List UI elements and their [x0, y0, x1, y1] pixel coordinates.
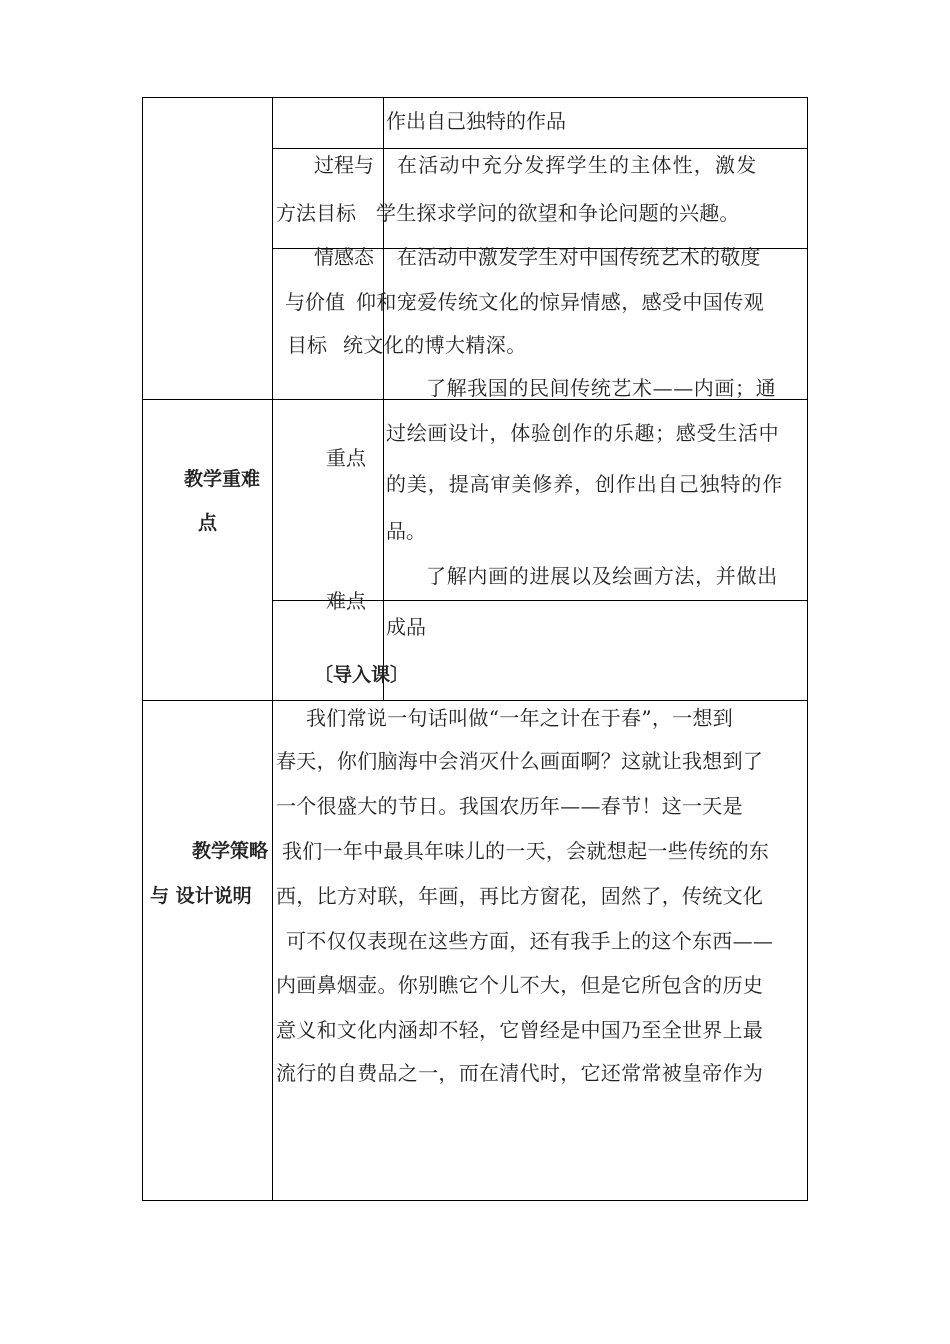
strategy-section-heading: 〔导入课〕 [314, 664, 410, 686]
focus-text-line4: 品。 [386, 519, 426, 543]
knowledge-text-tail: 作出自己独特的作品 [386, 109, 566, 133]
process-label-line1: 过程与 [314, 153, 374, 177]
strategy-body-line: 流行的自费品之一，而在清代时，它还常常被皇帝作为 [276, 1061, 764, 1085]
process-text-line1: 在活动中充分发挥学生的主体性，激发 [397, 153, 758, 177]
strategy-section-label-line2: 与 设计说明 [150, 885, 252, 907]
strategy-body-line: 我们常说一句话叫做“一年之计在于春”，一想到 [306, 706, 734, 730]
emotion-label-line1: 情感态 [314, 245, 374, 269]
row-divider-process [272, 148, 808, 149]
strategy-body-line: 可不仅仅表现在这些方面，还有我手上的这个东西—— [286, 929, 774, 953]
focus-text-line2: 过绘画设计，体验创作的乐趣；感受生活中 [386, 421, 780, 445]
table-right-border [807, 97, 808, 1201]
strategy-body-line: 春天，你们脑海中会消灭什么画面啊？这就让我想到了 [276, 749, 764, 773]
strategy-body-line: 西，比方对联，年画，再比方窗花，固然了，传统文化 [276, 884, 764, 908]
difficulty-text-line2: 成品 [386, 615, 426, 639]
strategy-body-line: 内画鼻烟壶。你别瞧它个儿不大，但是它所包含的历史 [276, 973, 764, 997]
strategy-section-label-line1: 教学策略 [192, 840, 269, 862]
keypoints-section-label-line2: 点 [198, 512, 218, 534]
strategy-body-line: 我们一年中最具年味儿的一天，会就想起一些传统的东 [282, 839, 770, 863]
table-left-border [142, 97, 143, 1201]
emotion-text-line3: 统文化的博大精深。 [343, 333, 527, 357]
strategy-body-line: 意义和文化内涵却不轻，它曾经是中国乃至全世界上最 [276, 1018, 764, 1042]
process-label-line2: 方法目标 [276, 201, 356, 225]
emotion-label-line2: 与价值 [285, 290, 345, 314]
process-text-line2: 学生探求学问的欲望和争论问题的兴趣。 [376, 201, 740, 225]
table-bottom-border [142, 1200, 808, 1201]
emotion-text-line2: 仰和宠爱传统文化的惊异情感，感受中国传观 [356, 290, 764, 314]
emotion-text-line1: 在活动中激发学生对中国传统艺术的敬度 [397, 245, 761, 269]
keypoints-section-label-line1: 教学重难 [184, 468, 261, 490]
difficulty-label: 难点 [326, 589, 366, 613]
strategy-body-line: 一个很盛大的节日。我国农历年——春节！这一天是 [276, 794, 743, 818]
table-top-border [142, 97, 808, 98]
emotion-label-line3: 目标 [287, 333, 327, 357]
focus-text-line1: 了解我国的民间传统艺术——内画；通 [426, 376, 777, 400]
column-divider-1 [272, 97, 273, 1201]
focus-text-line3: 的美，提高审美修养，创作出自己独特的作 [386, 472, 784, 496]
row-divider-strategy [142, 700, 808, 701]
focus-label: 重点 [326, 446, 366, 470]
difficulty-text-line1: 了解内画的进展以及绘画方法，并做出 [426, 564, 778, 588]
